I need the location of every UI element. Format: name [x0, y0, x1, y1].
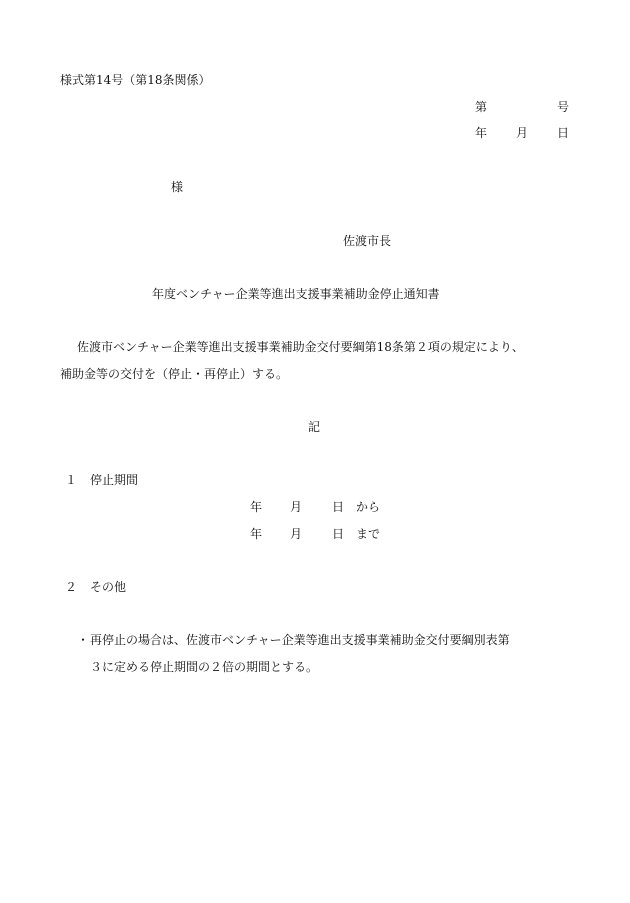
period-from-day: 日 — [332, 500, 345, 514]
period-from-year: 年 — [250, 500, 263, 514]
item-1-number: １ — [65, 473, 78, 487]
body-line-1: 佐渡市ベンチャー企業等進出支援事業補助金交付要綱第18条第２項の規定により、 — [77, 340, 524, 354]
item-2-number: ２ — [65, 580, 78, 594]
period-from-month: 月 — [290, 500, 303, 514]
period-to-year: 年 — [250, 527, 263, 541]
date-year-label: 年 — [475, 126, 488, 140]
item-2-heading: その他 — [90, 580, 127, 594]
period-to-suffix: まで — [356, 527, 381, 541]
period-to-day: 日 — [332, 527, 345, 541]
sender-name: 佐渡市長 — [343, 234, 392, 248]
note-line-1: 再停止の場合は、佐渡市ベンチャー企業等進出支援事業補助金交付要綱別表第 — [90, 633, 510, 647]
doc-number-prefix: 第 — [475, 100, 488, 114]
item-1-heading: 停止期間 — [90, 473, 139, 487]
note-bullet: ・ — [77, 633, 90, 647]
note-line-2: ３に定める停止期間の２倍の期間とする。 — [90, 660, 319, 674]
addressee-honorific: 様 — [171, 180, 184, 194]
period-from-suffix: から — [356, 500, 381, 514]
ki-marker: 記 — [308, 420, 321, 434]
doc-number-suffix: 号 — [557, 100, 570, 114]
date-month-label: 月 — [516, 126, 529, 140]
document-title: 年度ベンチャー企業等進出支援事業補助金停止通知書 — [152, 287, 440, 301]
period-to-month: 月 — [290, 527, 303, 541]
date-day-label: 日 — [557, 126, 570, 140]
body-line-2: 補助金等の交付を（停止・再停止）する。 — [60, 367, 289, 381]
form-number: 様式第14号（第18条関係） — [60, 73, 211, 87]
